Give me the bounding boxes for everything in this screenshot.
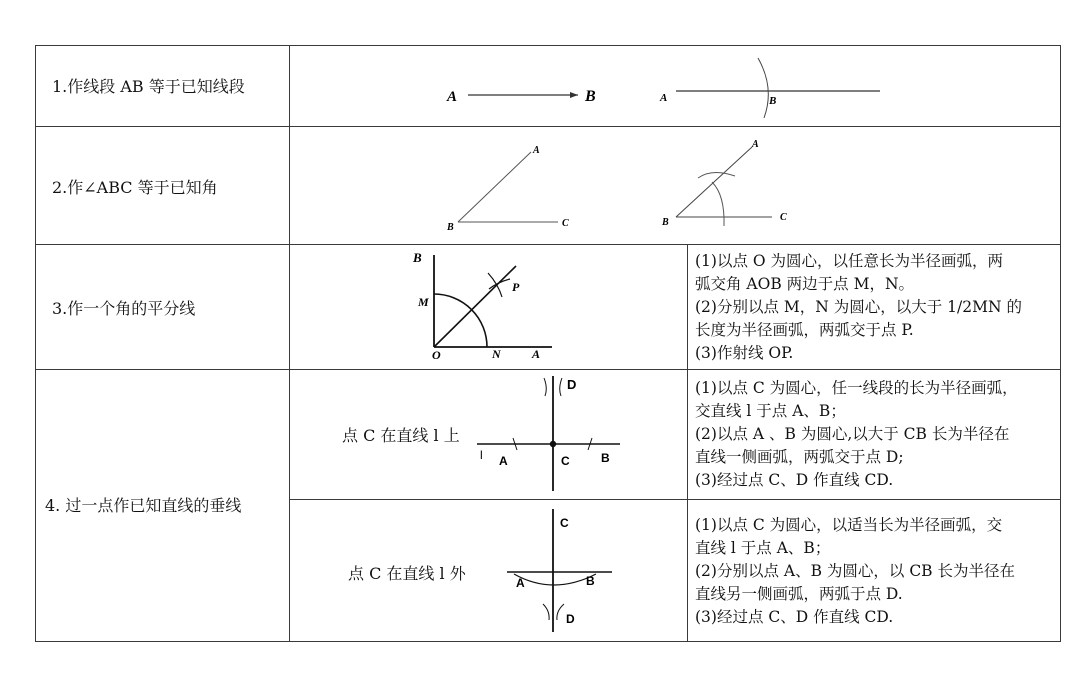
bis-label-o: O xyxy=(432,348,441,362)
step-line: (3)经过点 C、D 作直线 CD. xyxy=(695,471,894,489)
ang-label-c: C xyxy=(562,218,569,229)
seg2-label-b: B xyxy=(769,95,777,107)
case-off-line-label: 点 C 在直线 l 外 xyxy=(348,564,466,583)
bis-arc-from-n xyxy=(489,279,510,289)
ang-label-a: A xyxy=(533,145,540,156)
angle2-arc-cross xyxy=(698,172,735,178)
case-on-line-label: 点 C 在直线 l 上 xyxy=(342,426,460,445)
bis-label-a: A xyxy=(532,347,541,361)
bis-label-n: N xyxy=(492,347,501,361)
step-line: (2)分别以点 A、B 为圆心，以 CB 长为半径在 xyxy=(695,562,1015,580)
seg2-label-a: A xyxy=(660,92,668,104)
ang2-label-c: C xyxy=(780,212,787,223)
bis-ray-op xyxy=(434,266,516,347)
bisector-figure xyxy=(412,250,552,362)
segment-end-arrow xyxy=(570,92,578,98)
perp-off-line-figure xyxy=(507,509,612,632)
step-line: (1)以点 O 为圆心，以任意长为半径画弧，两 xyxy=(695,252,1004,270)
arc-mark-d2 xyxy=(560,378,562,396)
seg-label-a: A xyxy=(447,89,458,105)
step-line: 直线一侧画弧，两弧交于点 D; xyxy=(695,448,904,466)
step-line: (3)作射线 OP. xyxy=(695,344,794,362)
on-label-b: B xyxy=(601,451,610,465)
seg-label-b: B xyxy=(585,88,596,105)
off-label-c: C xyxy=(560,516,569,530)
given-angle-figure xyxy=(446,145,569,233)
step-line: (1)以点 C 为圆心，以适当长为半径画弧，交 xyxy=(695,516,1003,534)
compass-arc xyxy=(758,58,768,118)
bis-label-b: B xyxy=(413,250,422,265)
angle2-arc-main xyxy=(712,182,724,226)
given-segment-figure xyxy=(446,88,596,105)
step-line: 直线另一侧画弧，两弧于点 D. xyxy=(695,585,903,603)
bis-label-m: M xyxy=(418,295,429,309)
row-1-label: 1.作线段 AB 等于已知线段 xyxy=(52,77,245,96)
ang-label-b: B xyxy=(447,222,454,233)
angle-side-ba xyxy=(458,152,531,222)
step-line: (2)分别以点 M，N 为圆心，以大于 1/2MN 的 xyxy=(695,298,1022,316)
off-label-d: D xyxy=(566,612,575,626)
step-line: 直线 l 于点 A、B； xyxy=(695,539,831,557)
row-3-label: 3.作一个角的平分线 xyxy=(52,299,196,318)
copied-segment-figure xyxy=(659,58,880,118)
bis-label-p: P xyxy=(512,280,520,294)
ang2-label-a: A xyxy=(752,139,759,150)
step-line: 交直线 l 于点 A、B； xyxy=(695,402,846,420)
step-line: (2)以点 A 、B 为圆心,以大于 CB 长为半径在 xyxy=(695,425,1010,443)
step-line: (1)以点 C 为圆心，任一线段的长为半径画弧， xyxy=(695,379,1018,397)
perp-on-line-figure xyxy=(477,376,620,491)
step-line: 长度为半径画弧，两弧交于点 P. xyxy=(695,321,914,339)
on-label-a: A xyxy=(499,454,508,468)
step-line: (3)经过点 C、D 作直线 CD. xyxy=(695,608,894,626)
off-label-a: A xyxy=(516,576,525,590)
arc-mark-d-left xyxy=(543,604,549,620)
arc-mark-d-right xyxy=(557,604,564,620)
arc-from-c xyxy=(514,574,596,585)
row-4-label: 4. 过一点作已知直线的垂线 xyxy=(45,496,242,515)
angle2-side-ba xyxy=(676,147,752,217)
on-label-l: l xyxy=(480,448,483,462)
arc-mark-d1 xyxy=(544,378,546,396)
off-label-b: B xyxy=(586,574,595,588)
on-label-d: D xyxy=(567,377,577,392)
point-c xyxy=(550,441,556,447)
on-label-c: C xyxy=(561,454,570,468)
row-2-label: 2.作∠ABC 等于已知角 xyxy=(52,178,218,197)
step-line: 弧交角 AOB 两边于点 M，N。 xyxy=(695,275,915,293)
copied-angle-figure xyxy=(661,139,787,228)
ang2-label-b: B xyxy=(662,217,669,228)
